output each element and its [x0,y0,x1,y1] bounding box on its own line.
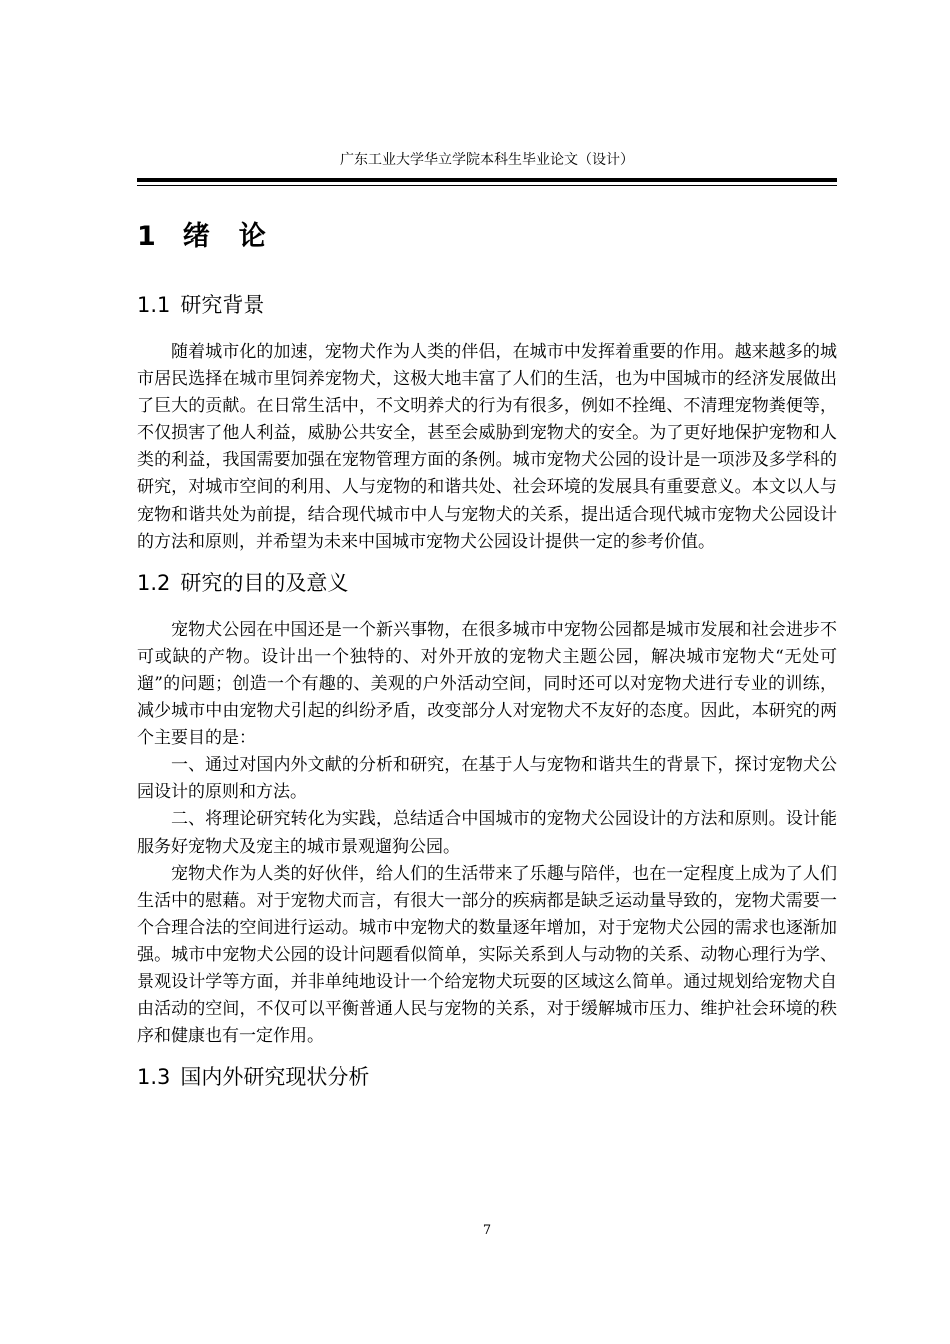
section-title-text: 研究背景 [180,293,265,317]
section-title-text: 国内外研究现状分析 [180,1065,370,1090]
paragraph: 随着城市化的加速，宠物犬作为人类的伴侣，在城市中发挥着重要的作用。越来越多的城市居民选择在城市里饲养宠物犬，这极大地丰富了人们的生活，也为中国城市的经济发展做出了巨大的贡献。在日常生活中，不文明养犬的行为有很多，例如不拴绳、不清理宠物粪便等，不仅损害了他人利益，威胁公共安全，甚至会威胁到宠物犬的安全。为了更好地保护宠物和人类的利益，我国需要加强在宠物管理方面的条例。城市宠物犬公园的设计是一项涉及多学科的研究，对城市空间的利用、人与宠物的和谐共处、社会环境的发展具有重要意义。本文以人与宠物和谐共处为前提，结合现代城市中人与宠物犬的关系，提出适合现代城市宠物犬公园设计的方法和原则，并希望为未来中国城市宠物犬公园设计提供一定的参考价值。 [137,342,837,552]
section-1-1 [137,290,837,556]
paragraph: 二、将理论研究转化为实践，总结适合中国城市的宠物犬公园设计的方法和原则。设计能服务好宠物犬及宠主的城市景观遛狗公园。 [137,809,837,857]
paragraph: 宠物犬作为人类的好伙伴，给人们的生活带来了乐趣与陪伴，也在一定程度上成为了人们生活中的慰藉。对于宠物犬而言，有很大一部分的疾病都是缺乏运动量导致的，宠物犬需要一个合理合法的空间进行运动。城市中宠物犬的数量逐年增加，对于宠物犬公园的需求也逐渐加强。城市中宠物犬公园的设计问题看似简单，实际关系到人与动物的关系、动物心理行为学、景观设计学等方面，并非单纯地设计一个给宠物犬玩耍的区域这么简单。通过规划给宠物犬自由活动的空间，不仅可以平衡普通人民与宠物的关系，对于缓解城市压力、维护社会环境的秩序和健康也有一定作用。 [137,863,837,1047]
section-number: 1.3 [137,1065,171,1090]
chapter-title [137,217,837,257]
section-1-2 [137,568,837,1051]
paragraph: 一、通过对国内外文献的分析和研究，在基于人与宠物和谐共生的背景下，探讨宠物犬公园设计的原则和方法。 [137,755,837,803]
section-1-3 [137,1062,837,1092]
section-title [137,1062,837,1092]
chapter-number: 1 [137,221,157,252]
section-number: 1.1 [137,293,171,317]
section-title-text: 研究的目的及意义 [180,570,349,595]
page-content [137,217,837,1111]
section-number: 1.2 [137,570,171,595]
header-rule-thick [137,178,837,182]
running-header: 广东工业大学华立学院本科生毕业论文（设计） [340,152,634,168]
page-number: 7 [482,1223,492,1238]
header-rule-thin [137,185,837,186]
section-title [137,568,837,598]
chapter-title-text: 绪 论 [182,221,267,252]
paragraph: 宠物犬公园在中国还是一个新兴事物，在很多城市中宠物公园都是城市发展和社会进步不可或缺的产物。设计出一个独特的、对外开放的宠物犬主题公园，解决城市宠物犬“无处可遛”的问题；创造一个有趣的、美观的户外活动空间，同时还可以对宠物犬进行专业的训练，减少城市中由宠物犬引起的纠纷矛盾，改变部分人对宠物犬不友好的态度。因此，本研究的两个主要目的是： [137,619,837,749]
section-title [137,290,837,320]
